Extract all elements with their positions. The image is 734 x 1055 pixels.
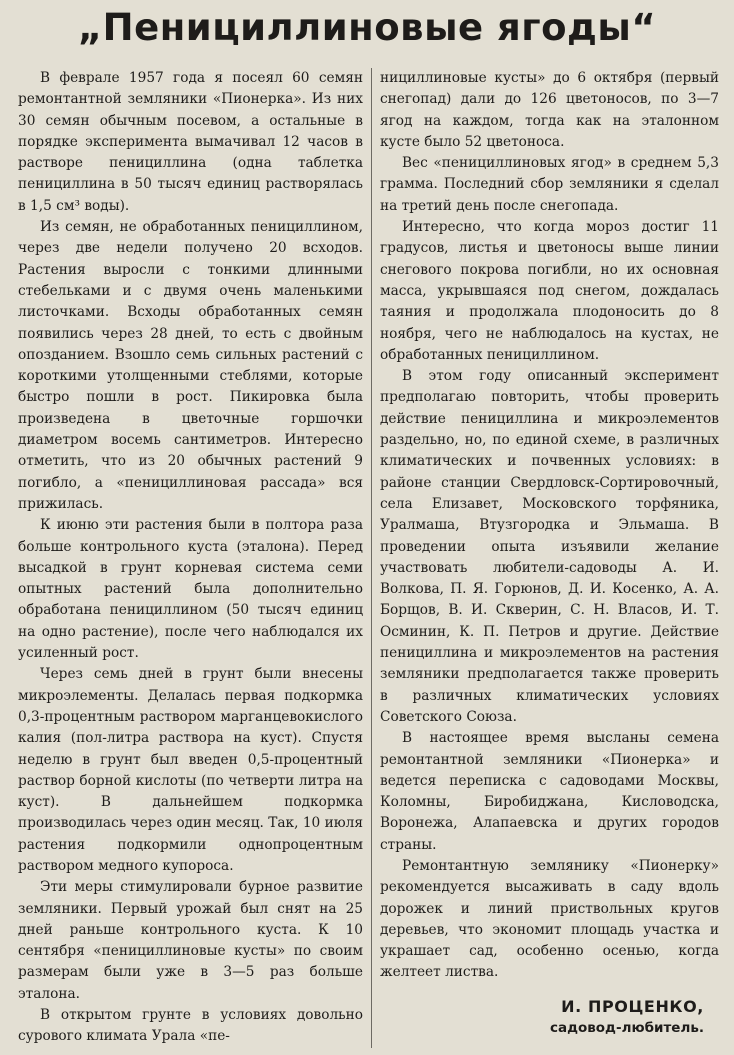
paragraph: Вес «пенициллиновых ягод» в среднем 5,3 грамма. Последний сбор земляники я сделал на третий день после снегопада. [380,155,719,214]
right-column [380,68,719,984]
paragraph: Из семян, не обработанных пенициллином, через две недели получено 20 всходов. Растения выросли с тонкими длинными стебельками и с двумя очень маленькими листочками. Всходы обработанных семян появились через 28 дней, то есть с двойным опозданием. Взошло семь сильных растений с короткими утолщенными стеблями, которые быстро пошли в рост. Пикировка была произведена в цветочные горшочки диаметром восемь сантиметров. Интересно отметить, что из 20 обычных растений 9 погибло, а «пенициллиновая рассада» вся прижилась. [18,219,363,512]
paragraph: В открытом грунте в условиях довольно сурового климата Урала «пе- [18,1007,363,1045]
paragraph: Интересно, что когда мороз достиг 11 градусов, листья и цветоносы выше линии снегового покрова погибли, но их основная масса, укрывшаяся под снегом, дождалась таяния и продолжала плодоносить до 8 ноября, чего не наблюдалось на кустах, не обработанных пенициллином. [380,219,719,363]
paragraph: К июню эти растения были в полтора раза больше контрольного куста (эталона). Перед высадкой в грунт корневая система семи опытных растений была дополнительно обработана пенициллином (50 тысяч единиц на одно растение), после чего наблюдался их усиленный рост. [18,517,363,662]
paragraph: Эти меры стимулировали бурное развитие земляники. Первый урожай был снят на 25 дней раньше контрольного куста. К 10 сентября «пенициллиновые кусты» по своим размерам были уже в 3—5 раз больше эталона. [18,879,363,1002]
article-headline: „Пенициллиновые ягоды“ [77,6,657,49]
paragraph: В феврале 1957 года я посеял 60 семян ремонтантной земляники «Пионерка». Из них 30 семян обычным посевом, а остальные в порядке эксперимента вымачивал 12 часов в растворе пенициллина (одна таблетка пенициллина в 50 тысяч единиц растворялась в 1,5 см³ воды). [18,70,363,214]
paragraph-continuation: нициллиновые кусты» до 6 октября (первый снегопад) дали до 126 цветоносов, по 3—7 ягод на каждом, тогда как на эталонном кусте было 52 цветоноса. [380,70,719,150]
paragraph: Ремонтантную землянику «Пионерку» рекомендуется высаживать в саду вдоль дорожек и линий приствольных кругов деревьев, что экономит площадь участка и украшает сад, особенно осенью, когда желтеет листва. [380,857,719,981]
paragraph: В настоящее время высланы семена ремонтантной земляники «Пионерка» и ведется переписка с садоводами Москвы, Коломны, Биробиджана, Кисловодска, Воронежа, Алапаевска и других городов страны. [380,730,719,853]
author-role: садовод-любитель. [549,1020,704,1036]
paragraph: Через семь дней в грунт были внесены микроэлементы. Делалась первая подкормка 0,3-процентным раствором марганцевокислого калия (пол-литра раствора на куст). Спустя неделю в грунт был введен 0,5-процентный раствор борной кислоты (по четверти литра на куст). В дальнейшем подкормка производилась через один месяц. Так, 10 июля растения подкормили однопроцентным раствором медного купороса. [18,666,363,874]
left-column [18,68,363,1048]
author-name: И. ПРОЦЕНКО, [561,997,704,1016]
column-divider [371,68,372,1048]
paragraph: В этом году описанный эксперимент предполагаю повторить, чтобы проверить действие пенициллина и микроэлементов раздельно, но, по единой схеме, в различных климатических и почвенных условиях: в районе станции Свердловск-Сортировочный, села Елизавет, Московского торфяника, Уралмаша, Втузгородка и Эльмаша. В проведении опыта изъявили желание участвовать любители-садоводы А. И. Волкова, П. Я. Горюнов, Д. И. Косенко, А. А. Борщов, В. И. Скверин, С. Н. Власов, И. Т. Осминин, К. П. Петров и другие. Действие пенициллина и микроэлементов на растения земляники предполагается также проверить в различных климатических условиях Советского Союза. [380,368,719,725]
